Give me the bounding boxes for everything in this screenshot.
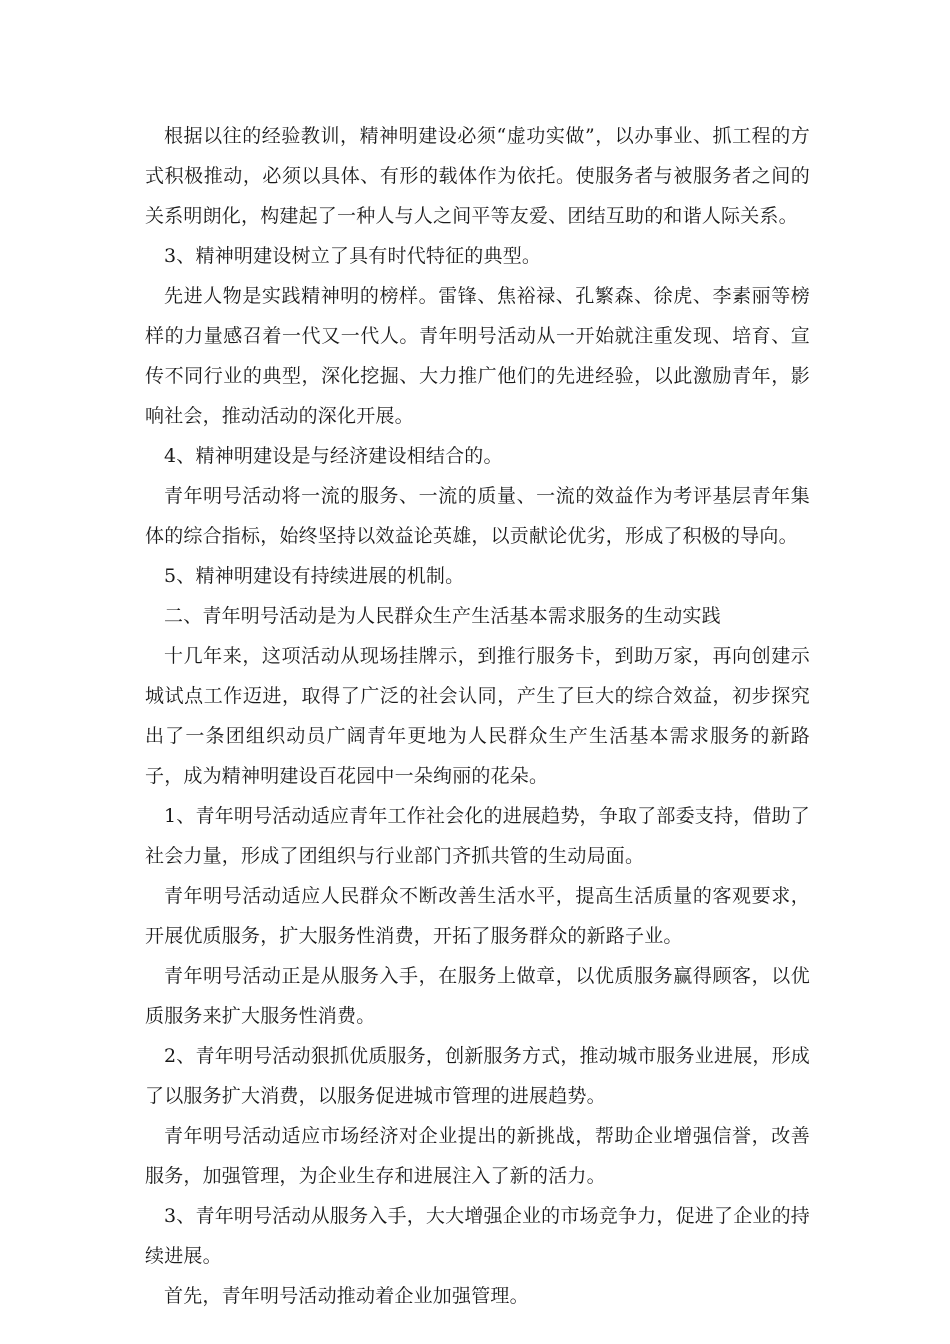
section-heading: 3、青年明号活动从服务入手，大大增强企业的市场竞争力，促进了企业的持续进展。: [145, 1205, 810, 1267]
paragraph: 青年明号活动将一流的服务、一流的质量、一流的效益作为考评基层青年集体的综合指标，始终坚持以效益论英雄，以贡献论优劣，形成了积极的导向。: [145, 485, 810, 547]
paragraph: 首先，青年明号活动推动着企业加强管理。: [164, 1285, 529, 1307]
section-heading: 1、青年明号活动适应青年工作社会化的进展趋势，争取了部委支持，借助了社会力量，形成了团组织与行业部门齐抓共管的生动局面。: [145, 805, 810, 867]
section-heading: 2、青年明号活动狠抓优质服务，创新服务方式，推动城市服务业进展，形成了以服务扩大消费，以服务促进城市管理的进展趋势。: [145, 1045, 810, 1107]
paragraph: 根据以往的经验教训，精神明建设必须“虚功实做”，以办事业、抓工程的方式积极推动，必须以具体、有形的载体作为依托。使服务者与被服务者之间的关系明朗化，构建起了一种人与人之间平等友爱、团结互助的和谐人际关系。: [145, 125, 810, 227]
paragraph: 先进人物是实践精神明的榜样。雷锋、焦裕禄、孔繁森、徐虎、李素丽等榜样的力量感召着一代又一代人。青年明号活动从一开始就注重发现、培育、宣传不同行业的典型，深化挖掘、大力推广他们的先进经验，以此激励青年，影响社会，推动活动的深化开展。: [145, 285, 810, 427]
paragraph: 青年明号活动适应市场经济对企业提出的新挑战，帮助企业增强信誉，改善服务，加强管理，为企业生存和进展注入了新的活力。: [145, 1125, 810, 1187]
paragraph: 十几年来，这项活动从现场挂牌示，到推行服务卡，到助万家，再向创建示城试点工作迈进，取得了广泛的社会认同，产生了巨大的综合效益，初步探究出了一条团组织动员广阔青年更地为人民群众生产生活基本需求服务的新路子，成为精神明建设百花园中一朵绚丽的花朵。: [145, 645, 810, 787]
paragraph: 青年明号活动正是从服务入手，在服务上做章，以优质服务赢得顾客，以优质服务来扩大服务性消费。: [145, 965, 810, 1027]
section-heading: 3、精神明建设树立了具有时代特征的典型。: [164, 245, 542, 267]
document-body: [145, 116, 810, 1316]
paragraph: 青年明号活动适应人民群众不断改善生活水平，提高生活质量的客观要求，开展优质服务，扩大服务性消费，开拓了服务群众的新路子业。: [145, 885, 810, 947]
chapter-heading: 二、青年明号活动是为人民群众生产生活基本需求服务的生动实践: [164, 605, 721, 627]
section-heading: 5、精神明建设有持续进展的机制。: [164, 565, 465, 587]
section-heading: 4、精神明建设是与经济建设相结合的。: [164, 445, 503, 467]
